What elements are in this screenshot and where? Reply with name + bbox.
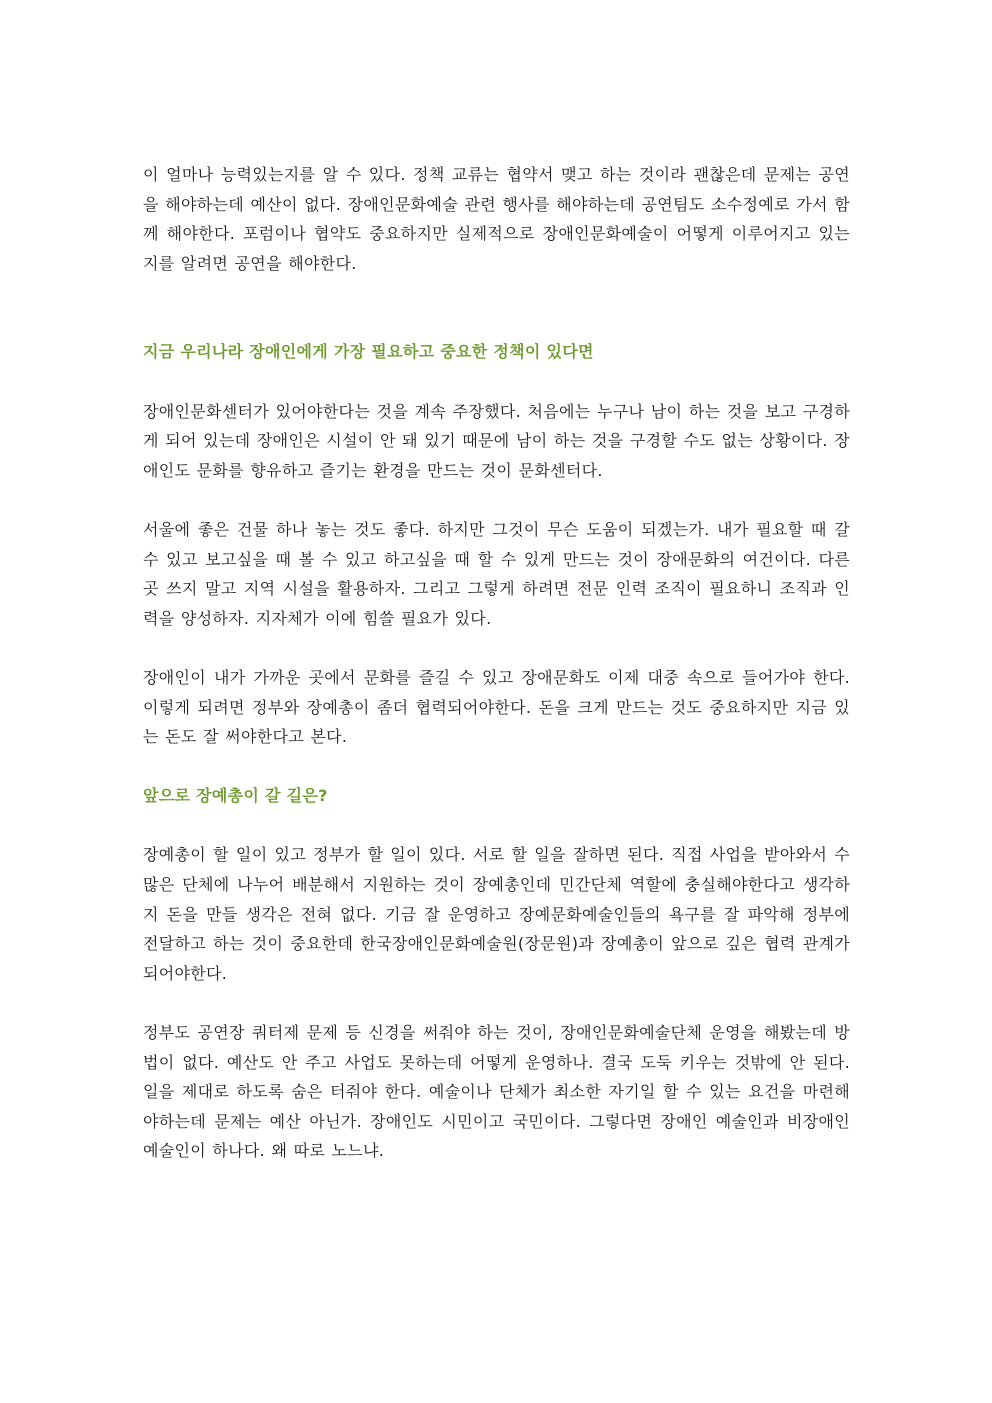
spacer xyxy=(143,485,850,515)
document-body xyxy=(143,160,850,1166)
spacer xyxy=(143,752,850,782)
paragraph-3: 서울에 좋은 건물 하나 놓는 것도 좋다. 하지만 그것이 무슨 도움이 되겠는가. 내가 필요할 때 갈 수 있고 보고싶을 때 볼 수 있고 하고싶을 때 할 수 있게 만드는 것이 장애문화의 여건이다. 다른 곳 쓰지 말고 지역 시설을 활용하자. 그리고 그렇게 하려면 전문 인력 조직이 필요하니 조직과 인력을 양성하자. 지자체가 이에 힘쓸 필요가 있다. xyxy=(143,519,850,628)
spacer xyxy=(143,367,850,397)
section-heading-future: 앞으로 장예총이 갈 길은? xyxy=(143,786,328,806)
section-heading-policy: 지금 우리나라 장애인에게 가장 필요하고 중요한 정책이 있다면 xyxy=(143,342,594,362)
paragraph-6: 정부도 공연장 쿼터제 문제 등 신경을 써줘야 하는 것이, 장애인문화예술단체 운영을 해봤는데 방법이 없다. 예산도 안 주고 사업도 못하는데 어떻게 운영하나. 결국 도둑 키우는 것밖에 안 된다. 일을 제대로 하도록 숨은 터줘야 한다. 예술이나 단체가 최소한 자기일 할 수 있는 요건을 마련해야하는데 문제는 예산 아닌가. 장애인도 시민이고 국민이다. 그렇다면 장애인 예술인과 비장애인 예술인이 하나다. 왜 따로 노느냐. xyxy=(143,1023,850,1161)
spacer xyxy=(143,811,850,841)
spacer xyxy=(143,988,850,1018)
paragraph-2: 장애인문화센터가 있어야한다는 것을 계속 주장했다. 처음에는 누구나 남이 하는 것을 보고 구경하게 되어 있는데 장애인은 시설이 안 돼 있기 때문에 남이 하는 것을 구경할 수도 없는 상황이다. 장애인도 문화를 향유하고 즐기는 환경을 만드는 것이 문화센터다. xyxy=(143,401,850,480)
paragraph-1: 이 얼마나 능력있는지를 알 수 있다. 정책 교류는 협약서 맺고 하는 것이라 괜찮은데 문제는 공연을 해야하는데 예산이 없다. 장애인문화예술 관련 행사를 해야하는데 공연팀도 소수정예로 가서 함께 해야한다. 포럼이나 협약도 중요하지만 실제적으로 장애인문화예술이 어떻게 이루어지고 있는지를 알려면 공연을 해야한다. xyxy=(143,165,850,273)
spacer xyxy=(143,633,850,663)
paragraph-4: 장애인이 내가 가까운 곳에서 문화를 즐길 수 있고 장애문화도 이제 대중 속으로 들어가야 한다. 이렇게 되려면 정부와 장예총이 좀더 협력되어야한다. 돈을 크게 만드는 것도 중요하지만 지금 있는 돈도 잘 써야한다고 본다. xyxy=(143,667,850,747)
paragraph-5: 장예총이 할 일이 있고 정부가 할 일이 있다. 서로 할 일을 잘하면 된다. 직접 사업을 받아와서 수많은 단체에 나누어 배분해서 지원하는 것이 장예총인데 민간단체 역할에 충실해야한다고 생각하지 돈을 만들 생각은 전혀 없다. 기금 잘 운영하고 장예문화예술인들의 욕구를 잘 파악해 정부에 전달하고 하는 것이 중요한데 한국장애인문화예술원(장문원)과 장예총이 앞으로 깊은 협력 관계가 되어야한다. xyxy=(143,845,850,983)
spacer xyxy=(143,278,850,337)
